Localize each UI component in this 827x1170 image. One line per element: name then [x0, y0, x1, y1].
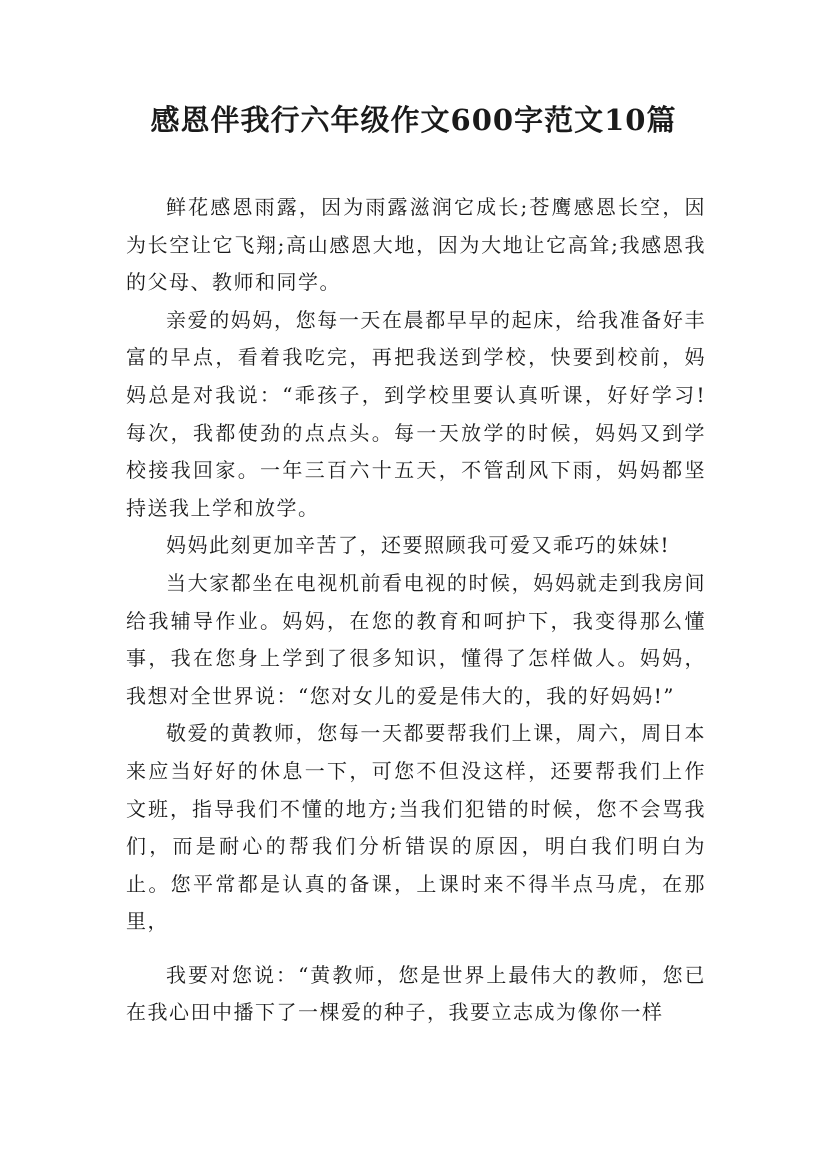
document-title: 感恩伴我行六年级作文600字范文10篇 [150, 103, 677, 137]
paragraph-3: 妈妈此刻更加辛苦了，还要照顾我可爱又乖巧的妹妹! [166, 533, 671, 558]
paragraph-4: 当大家都坐在电视机前看电视的时候，妈妈就走到我房间给我辅导作业。妈妈，在您的教育和呵护下，我变得那么懂事，我在您身上学到了很多知识，懂得了怎样做人。妈妈，我想对全世界说：“您对女儿的爱是伟大的，我的好妈妈!” [126, 570, 706, 708]
document-body [126, 189, 706, 1032]
paragraph-6: 我要对您说：“黄教师，您是世界上最伟大的教师，您已在我心田中播下了一棵爱的种子，我要立志成为像你一样 [126, 962, 706, 1025]
paragraph-1: 鲜花感恩雨露，因为雨露滋润它成长;苍鹰感恩长空，因为长空让它飞翔;高山感恩大地，因为大地让它高耸;我感恩我的父母、教师和同学。 [126, 195, 706, 295]
paragraph-2: 亲爱的妈妈，您每一天在晨都早早的起床，给我准备好丰富的早点，看着我吃完，再把我送到学校，快要到校前，妈妈总是对我说：“乖孩子，到学校里要认真听课，好好学习!每次，我都使劲的点点头。每一天放学的时候，妈妈又到学校接我回家。一年三百六十五天，不管刮风下雨，妈妈都坚持送我上学和放学。 [126, 307, 706, 520]
paragraph-5: 敬爱的黄教师，您每一天都要帮我们上课，周六，周日本来应当好好的休息一下，可您不但没这样，还要帮我们上作文班，指导我们不懂的地方;当我们犯错的时候，您不会骂我们，而是耐心的帮我们分析错误的原因，明白我们明白为止。您平常都是认真的备课，上课时来不得半点马虎，在那里， [126, 721, 706, 934]
